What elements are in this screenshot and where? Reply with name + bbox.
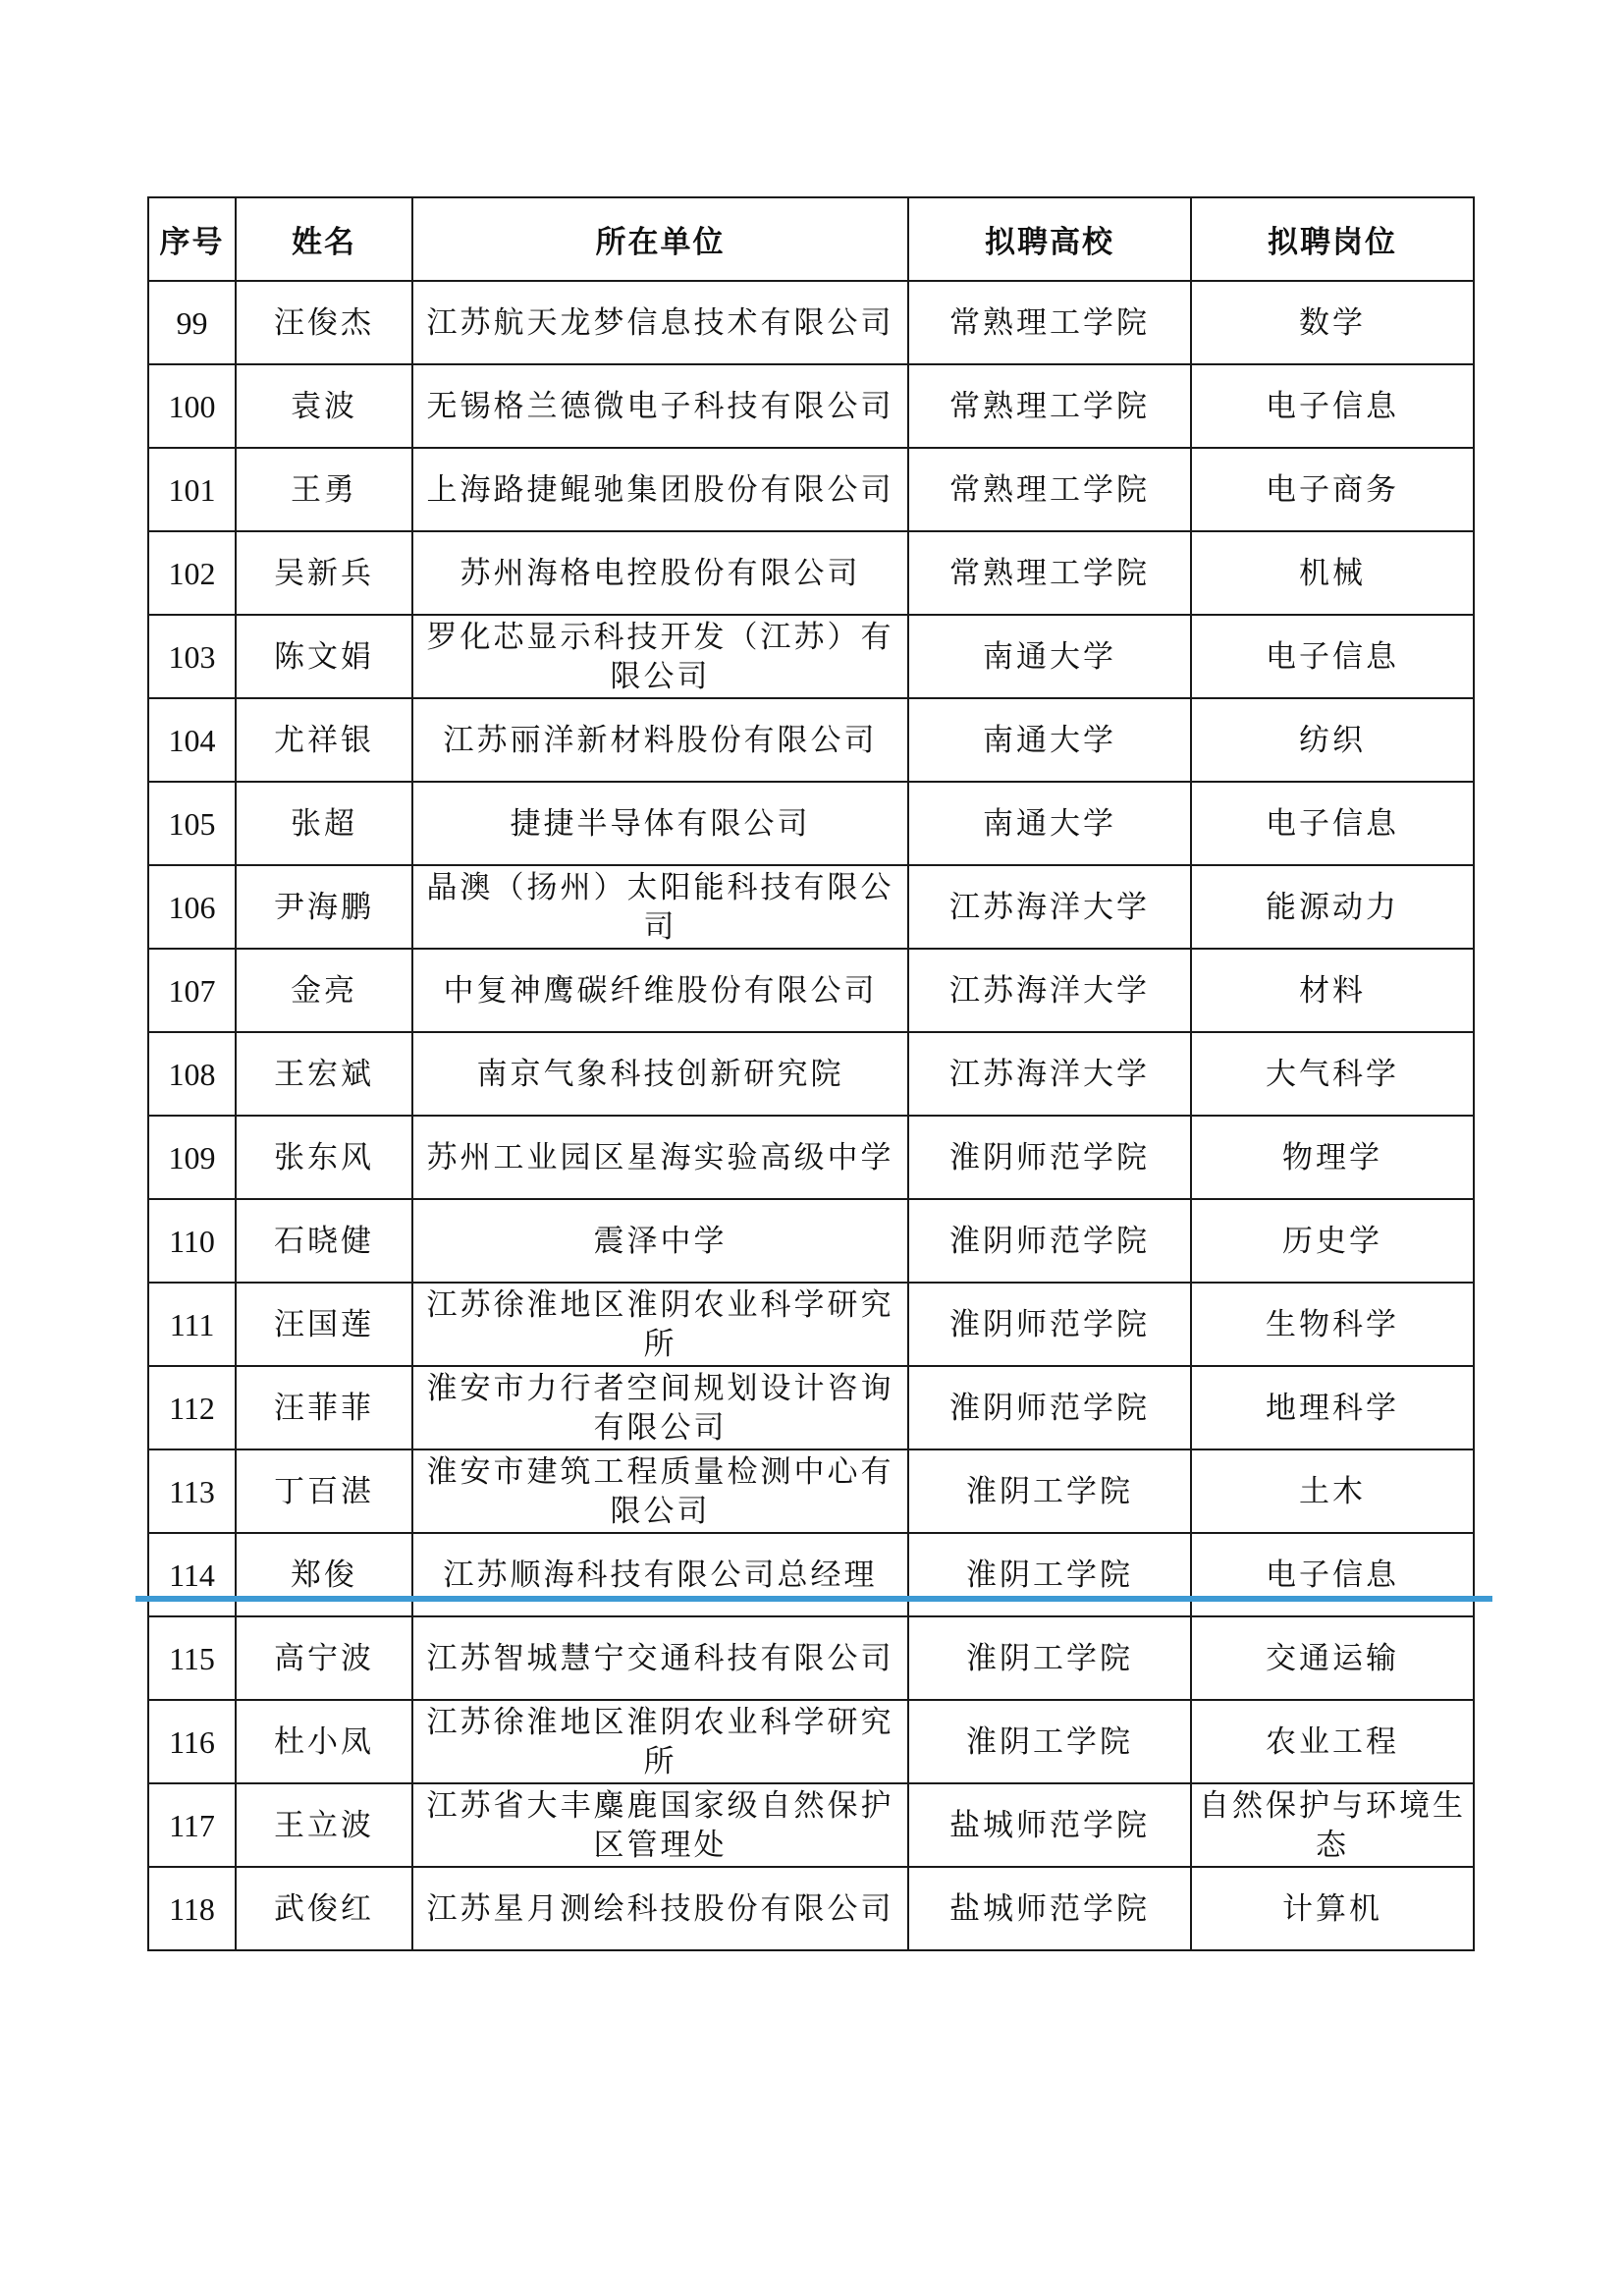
cell-position: 电子信息: [1191, 615, 1474, 698]
cell-serial-number: 110: [148, 1199, 236, 1283]
table-row: [148, 782, 1474, 865]
cell-university: 淮阴工学院: [908, 1449, 1191, 1533]
cell-position: 农业工程: [1191, 1700, 1474, 1783]
cell-employer: 中复神鹰碳纤维股份有限公司: [412, 949, 908, 1032]
cell-name: 杜小凤: [236, 1700, 412, 1783]
cell-employer: 震泽中学: [412, 1199, 908, 1283]
page-break-divider: [135, 1596, 1492, 1602]
cell-university: 盐城师范学院: [908, 1867, 1191, 1950]
header-position: 拟聘岗位: [1191, 197, 1474, 281]
cell-university: 淮阴工学院: [908, 1700, 1191, 1783]
table-row: [148, 949, 1474, 1032]
cell-name: 郑俊: [236, 1533, 412, 1616]
cell-serial-number: 102: [148, 531, 236, 615]
cell-position: 计算机: [1191, 1867, 1474, 1950]
cell-university: 淮阴师范学院: [908, 1283, 1191, 1366]
table-row: [148, 615, 1474, 698]
cell-university: 江苏海洋大学: [908, 949, 1191, 1032]
cell-employer: 上海路捷鲲驰集团股份有限公司: [412, 448, 908, 531]
table-header: [148, 197, 1474, 281]
cell-employer: 江苏星月测绘科技股份有限公司: [412, 1867, 908, 1950]
cell-position: 数学: [1191, 281, 1474, 364]
cell-position: 电子信息: [1191, 782, 1474, 865]
table-row: [148, 1700, 1474, 1783]
cell-name: 汪菲菲: [236, 1366, 412, 1449]
cell-serial-number: 106: [148, 865, 236, 949]
table-row: [148, 364, 1474, 448]
cell-university: 淮阴师范学院: [908, 1366, 1191, 1449]
cell-name: 张超: [236, 782, 412, 865]
cell-name: 汪俊杰: [236, 281, 412, 364]
cell-serial-number: 116: [148, 1700, 236, 1783]
cell-serial-number: 107: [148, 949, 236, 1032]
cell-university: 淮阴工学院: [908, 1616, 1191, 1700]
cell-employer: 罗化芯显示科技开发（江苏）有限公司: [412, 615, 908, 698]
cell-name: 吴新兵: [236, 531, 412, 615]
table-row: [148, 1283, 1474, 1366]
cell-serial-number: 118: [148, 1867, 236, 1950]
header-university: 拟聘高校: [908, 197, 1191, 281]
cell-position: 大气科学: [1191, 1032, 1474, 1116]
appointment-table: [147, 196, 1475, 1951]
cell-employer: 淮安市力行者空间规划设计咨询有限公司: [412, 1366, 908, 1449]
table-row: [148, 698, 1474, 782]
table-row: [148, 281, 1474, 364]
cell-position: 历史学: [1191, 1199, 1474, 1283]
cell-serial-number: 111: [148, 1283, 236, 1366]
cell-employer: 江苏徐淮地区淮阴农业科学研究所: [412, 1283, 908, 1366]
cell-name: 金亮: [236, 949, 412, 1032]
table-row: [148, 1199, 1474, 1283]
cell-university: 常熟理工学院: [908, 364, 1191, 448]
cell-name: 王立波: [236, 1783, 412, 1867]
cell-university: 南通大学: [908, 698, 1191, 782]
table-row: [148, 1116, 1474, 1199]
header-serial-number: 序号: [148, 197, 236, 281]
cell-employer: 江苏顺海科技有限公司总经理: [412, 1533, 908, 1616]
cell-serial-number: 103: [148, 615, 236, 698]
cell-serial-number: 100: [148, 364, 236, 448]
header-row: [148, 197, 1474, 281]
cell-employer: 苏州工业园区星海实验高级中学: [412, 1116, 908, 1199]
cell-employer: 无锡格兰德微电子科技有限公司: [412, 364, 908, 448]
cell-serial-number: 113: [148, 1449, 236, 1533]
cell-university: 盐城师范学院: [908, 1783, 1191, 1867]
table-row: [148, 1783, 1474, 1867]
cell-position: 能源动力: [1191, 865, 1474, 949]
cell-position: 电子商务: [1191, 448, 1474, 531]
cell-employer: 捷捷半导体有限公司: [412, 782, 908, 865]
cell-position: 自然保护与环境生态: [1191, 1783, 1474, 1867]
table-body: [148, 281, 1474, 1950]
cell-university: 江苏海洋大学: [908, 1032, 1191, 1116]
cell-university: 南通大学: [908, 782, 1191, 865]
cell-position: 物理学: [1191, 1116, 1474, 1199]
cell-university: 常熟理工学院: [908, 448, 1191, 531]
cell-serial-number: 112: [148, 1366, 236, 1449]
cell-serial-number: 101: [148, 448, 236, 531]
cell-university: 江苏海洋大学: [908, 865, 1191, 949]
cell-serial-number: 109: [148, 1116, 236, 1199]
cell-university: 淮阴师范学院: [908, 1116, 1191, 1199]
cell-name: 王宏斌: [236, 1032, 412, 1116]
header-employer: 所在单位: [412, 197, 908, 281]
cell-employer: 淮安市建筑工程质量检测中心有限公司: [412, 1449, 908, 1533]
table-row: [148, 531, 1474, 615]
cell-university: 常熟理工学院: [908, 281, 1191, 364]
cell-employer: 江苏徐淮地区淮阴农业科学研究所: [412, 1700, 908, 1783]
cell-name: 袁波: [236, 364, 412, 448]
cell-serial-number: 99: [148, 281, 236, 364]
cell-serial-number: 104: [148, 698, 236, 782]
cell-name: 丁百湛: [236, 1449, 412, 1533]
cell-university: 淮阴师范学院: [908, 1199, 1191, 1283]
table-row: [148, 1032, 1474, 1116]
cell-employer: 晶澳（扬州）太阳能科技有限公司: [412, 865, 908, 949]
cell-serial-number: 114: [148, 1533, 236, 1616]
cell-position: 土木: [1191, 1449, 1474, 1533]
cell-position: 电子信息: [1191, 364, 1474, 448]
cell-name: 尤祥银: [236, 698, 412, 782]
cell-position: 交通运输: [1191, 1616, 1474, 1700]
table-row: [148, 1366, 1474, 1449]
cell-name: 石晓健: [236, 1199, 412, 1283]
table-row: [148, 865, 1474, 949]
cell-university: 南通大学: [908, 615, 1191, 698]
cell-position: 纺织: [1191, 698, 1474, 782]
cell-position: 生物科学: [1191, 1283, 1474, 1366]
cell-serial-number: 115: [148, 1616, 236, 1700]
cell-employer: 苏州海格电控股份有限公司: [412, 531, 908, 615]
cell-name: 陈文娟: [236, 615, 412, 698]
cell-position: 电子信息: [1191, 1533, 1474, 1616]
cell-serial-number: 117: [148, 1783, 236, 1867]
cell-serial-number: 108: [148, 1032, 236, 1116]
cell-name: 高宁波: [236, 1616, 412, 1700]
cell-university: 常熟理工学院: [908, 531, 1191, 615]
cell-position: 机械: [1191, 531, 1474, 615]
table-row: [148, 1867, 1474, 1950]
table-row: [148, 1533, 1474, 1616]
cell-university: 淮阴工学院: [908, 1533, 1191, 1616]
cell-name: 张东风: [236, 1116, 412, 1199]
cell-employer: 江苏智城慧宁交通科技有限公司: [412, 1616, 908, 1700]
cell-name: 武俊红: [236, 1867, 412, 1950]
cell-position: 地理科学: [1191, 1366, 1474, 1449]
cell-name: 王勇: [236, 448, 412, 531]
table-row: [148, 1616, 1474, 1700]
table-row: [148, 1449, 1474, 1533]
cell-serial-number: 105: [148, 782, 236, 865]
cell-employer: 江苏航天龙梦信息技术有限公司: [412, 281, 908, 364]
cell-position: 材料: [1191, 949, 1474, 1032]
cell-employer: 江苏省大丰麋鹿国家级自然保护区管理处: [412, 1783, 908, 1867]
cell-name: 汪国莲: [236, 1283, 412, 1366]
cell-employer: 江苏丽洋新材料股份有限公司: [412, 698, 908, 782]
table-row: [148, 448, 1474, 531]
cell-employer: 南京气象科技创新研究院: [412, 1032, 908, 1116]
cell-name: 尹海鹏: [236, 865, 412, 949]
header-name: 姓名: [236, 197, 412, 281]
